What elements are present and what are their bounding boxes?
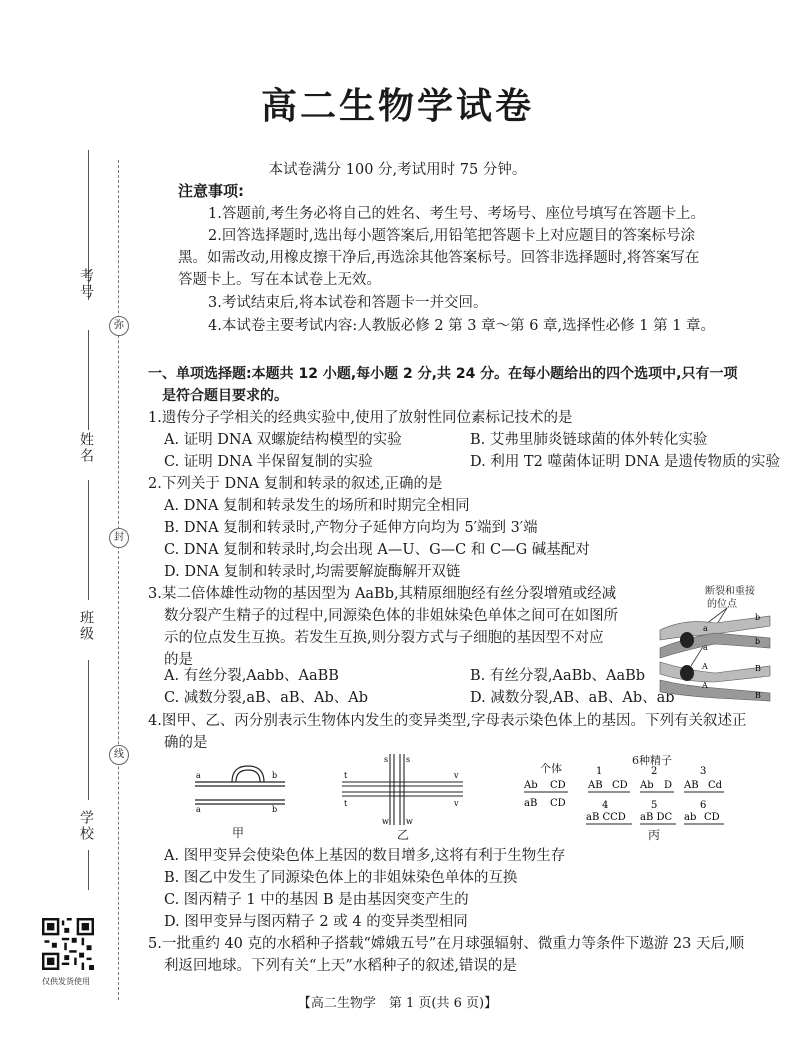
qr-caption: 仅供发货使用 [42, 977, 90, 986]
q3-figure-label-2: 的位点 [707, 599, 737, 610]
q3-stem-1: 3.某二倍体雄性动物的基因型为 AaBb,其精原细胞经有丝分裂增殖或经减 [148, 586, 617, 602]
page-footer: 【高二生物学 第 1 页(共 6 页)】 [297, 996, 498, 1011]
svg-text:Cd: Cd [708, 780, 723, 791]
notice-1: 1.答题前,考生务必将自己的姓名、考生号、考场号、座位号填写在答题卡上。 [208, 206, 705, 222]
q3-option-a: A. 有丝分裂,Aabb、AaBB [164, 668, 339, 684]
q4-option-c: C. 图丙精子 1 中的基因 B 是由基因突变产生的 [164, 892, 469, 908]
svg-text:AB: AB [588, 780, 603, 791]
q4-figure-yi [340, 752, 465, 844]
svg-text:B: B [755, 664, 761, 673]
svg-text:t: t [344, 799, 348, 808]
binding-line-bottom [88, 850, 89, 890]
svg-text:b: b [272, 771, 278, 780]
svg-text:s: s [384, 755, 389, 764]
q2-option-a: A. DNA 复制和转录发生的场所和时期完全相同 [164, 498, 470, 514]
q2-option-d: D. DNA 复制和转录时,均需要解旋酶解开双链 [164, 564, 461, 580]
q3-stem-3: 示的位点发生互换。若发生互换,则分裂方式与子细胞的基因型不对应 [164, 630, 604, 646]
q3-figure [655, 578, 775, 703]
notice-2-cont2: 答题卡上。写在本试卷上无效。 [178, 272, 381, 288]
svg-text:a: a [196, 805, 201, 814]
svg-text:aB CCD: aB CCD [586, 812, 626, 823]
section-heading: 一、单项选择题:本题共 12 小题,每小题 2 分,共 24 分。在每小题给出的四个选项中,只有一项 [148, 366, 738, 382]
svg-text:b: b [755, 613, 761, 622]
notice-2: 2.回答选择题时,选出每小题答案后,用铅笔把答题卡上对应题目的答案标号涂 [208, 228, 696, 244]
q1-option-d: D. 利用 T2 噬菌体证明 DNA 是遗传物质的实验 [470, 454, 780, 470]
q1-option-b: B. 艾弗里肺炎链球菌的体外转化实验 [470, 432, 708, 448]
svg-text:b: b [272, 805, 278, 814]
seal-xian: 线 [109, 745, 129, 765]
svg-text:b: b [755, 637, 761, 646]
q4-bing-individual-label: 个体 [540, 762, 562, 775]
q1-option-c: C. 证明 DNA 半保留复制的实验 [164, 454, 373, 470]
svg-text:v: v [454, 771, 459, 780]
q3-option-d: D. 减数分裂,AB、aB、Ab、ab [470, 690, 675, 706]
svg-text:CD: CD [612, 780, 628, 791]
svg-text:Ab: Ab [640, 780, 654, 791]
q3-stem-4: 的是 [164, 652, 193, 668]
binding-line-name [88, 330, 89, 430]
q4-figure-jia [190, 758, 290, 842]
svg-text:a: a [703, 624, 708, 633]
section-heading-cont: 是符合题目要求的。 [162, 388, 288, 404]
q3-figure-label-1: 断裂和重接 [705, 586, 755, 597]
exam-number-label: 考号 [78, 268, 94, 300]
binding-dash-1 [118, 160, 119, 1000]
svg-text:B: B [755, 691, 761, 700]
svg-text:v: v [454, 799, 459, 808]
duplication-loop-diagram [190, 758, 290, 824]
q2-option-b: B. DNA 复制和转录时,产物分子延伸方向均为 5′端到 3′端 [164, 520, 538, 536]
svg-text:1: 1 [596, 766, 603, 777]
qr-code-icon [42, 918, 94, 970]
svg-text:ab: ab [684, 812, 697, 823]
q4-stem-1: 4.图甲、乙、丙分别表示生物体内发生的变异类型,字母表示染色体上的基因。下列有关叙述正 [148, 713, 747, 729]
svg-text:a: a [703, 643, 708, 652]
svg-text:w: w [406, 817, 413, 826]
svg-text:4: 4 [602, 800, 609, 811]
svg-text:5: 5 [651, 800, 658, 811]
seal-feng: 封 [109, 528, 129, 548]
svg-text:a: a [196, 771, 201, 780]
qr-code [42, 918, 94, 987]
notice-2-cont: 黑。如需改动,用橡皮擦干净后,再选涂其他答案标号。回答非选择题时,将答案写在 [178, 250, 700, 266]
q2-option-c: C. DNA 复制和转录时,均会出现 A—U、G—C 和 C—G 碱基配对 [164, 542, 590, 558]
q4-figure-jia-label: 甲 [232, 826, 245, 840]
notice-4: 4.本试卷主要考试内容:人教版必修 2 第 3 章～第 6 章,选择性必修 1 第 1 章。 [208, 318, 716, 334]
svg-text:CD: CD [550, 780, 566, 791]
svg-text:AB: AB [684, 780, 699, 791]
q4-option-d: D. 图甲变异与图丙精子 2 或 4 的变异类型相同 [164, 914, 468, 930]
svg-text:CD: CD [550, 798, 566, 809]
svg-text:2: 2 [651, 766, 658, 777]
q1-option-a: A. 证明 DNA 双螺旋结构模型的实验 [164, 432, 402, 448]
q3-option-c: C. 减数分裂,aB、aB、Ab、Ab [164, 690, 369, 706]
q2-stem: 2.下列关于 DNA 复制和转录的叙述,正确的是 [148, 476, 443, 492]
school-label: 学校 [78, 810, 94, 842]
q4-bing-sperm-label: 6种精子 [632, 754, 672, 767]
q4-option-b: B. 图乙中发生了同源染色体上的非姐妹染色单体的互换 [164, 870, 518, 886]
svg-text:A: A [702, 681, 708, 690]
svg-text:CD: CD [704, 812, 720, 823]
svg-text:aB DC: aB DC [640, 812, 673, 823]
class-label: 班级 [78, 610, 94, 642]
binding-line-class [88, 480, 89, 600]
q4-figure-yi-label: 乙 [397, 828, 410, 842]
q5-stem-1: 5.一批重约 40 克的水稻种子搭载“嫦娥五号”在月球强辐射、微重力等条件下遨游 23 天后,顺 [148, 936, 745, 952]
q4-figure-bing-label: 丙 [648, 828, 661, 842]
seal-mi: 弥 [109, 316, 129, 336]
svg-text:aB: aB [524, 798, 538, 809]
name-label: 姓名 [78, 432, 94, 464]
notice-heading: 注意事项: [178, 182, 244, 200]
svg-text:w: w [382, 817, 389, 826]
svg-text:D: D [664, 780, 673, 791]
notice-3: 3.考试结束后,将本试卷和答题卡一并交回。 [208, 295, 488, 311]
q3-stem-2: 数分裂产生精子的过程中,同源染色体的非姐妹染色单体之间可在如图所 [164, 608, 619, 624]
q3-option-b: B. 有丝分裂,AaBb、AaBb [470, 668, 646, 684]
exam-info: 本试卷满分 100 分,考试用时 75 分钟。 [268, 162, 527, 178]
q1-stem: 1.遗传分子学相关的经典实验中,使用了放射性同位素标记技术的是 [148, 410, 573, 426]
svg-text:s: s [406, 755, 411, 764]
svg-text:t: t [344, 771, 348, 780]
q4-option-a: A. 图甲变异会使染色体上基因的数目增多,这将有利于生物生存 [164, 848, 566, 864]
q5-stem-2: 利返回地球。下列有关“上天”水稻种子的叙述,错误的是 [164, 958, 517, 974]
binding-line-school [88, 660, 89, 800]
q4-stem-2: 确的是 [164, 735, 208, 751]
q4-figure-bing [520, 752, 740, 844]
translocation-cross-diagram [340, 752, 465, 827]
svg-text:3: 3 [700, 766, 707, 777]
page-title: 高二生物学试卷 [260, 86, 534, 127]
svg-text:6: 6 [700, 800, 707, 811]
svg-text:Ab: Ab [524, 780, 538, 791]
svg-text:A: A [702, 662, 708, 671]
